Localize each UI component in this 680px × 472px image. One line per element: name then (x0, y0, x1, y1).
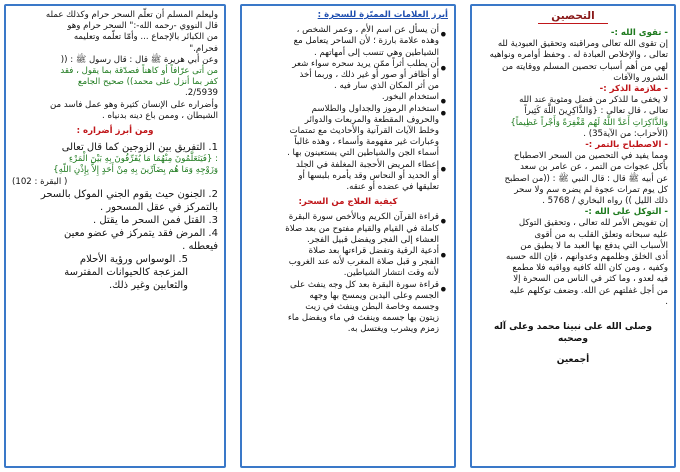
list-item (248, 212, 448, 246)
list-item-line: • استخدام الرموز والجداول والطلاسم (311, 103, 439, 114)
left-p2-line: وعن أبي هريرة ﷺ قال : قال رسول ﷺ : (( (60, 54, 218, 65)
list-item-line: تعليقها في عضده أو عنقه. (346, 182, 439, 193)
closing-line: وصلى الله على نبينا محمد وعلى آله وصحبه (494, 322, 652, 345)
heading-harms: ومن أبرز أضراره : (76, 126, 154, 137)
harm-item: فيعطله . (182, 240, 218, 252)
left-p3-line: وأضراره على الإنسان كثيرة وهو عمل فاسد من (50, 99, 218, 110)
list-item-line: وعبارات غير مفهومة وأسماء ، وهذه غالباً (294, 137, 439, 148)
list-item-line: • قراءة سورة البقرة بعد كل وجه ينفث على (289, 279, 439, 290)
right-p1-line: الشرور والآفات (613, 72, 668, 83)
heading-dates: - الاصطباح بالتمر :- (585, 140, 668, 151)
right-p2-verse: وَالذَّاكِرَاتِ أَعَدَّ اللَّهُ لَهُم مَّغْفِرَةً وَأَجْراً عَظِيماً} (510, 117, 668, 128)
right-p4-line: من أجل غفلتهم عن الله. وضعف توكلهم عليه (509, 285, 668, 296)
list-item (248, 280, 448, 336)
list-item-line: الشياطين وهي تنسب إلى أمهاتهم . (314, 47, 439, 58)
right-p3-line: ومما يفيد في التحصين من السحر الاصطباح (513, 151, 668, 162)
right-p1-line: إن تقوى الله تعالى ومراقبته وتحقيق العبودية لله (497, 39, 668, 50)
heading-taqwa: - تقوى الله :- (610, 28, 668, 38)
right-p4-line: إن تفويض الأمر لله تعالى ، وتحقيق التوكل (518, 218, 668, 229)
closing-line: أجمعين (556, 355, 590, 366)
harm-item: 1. التفريق بين الزوجين كما قال تعالى (61, 142, 218, 154)
heading-dhikr: - ملازمة الذكر :- (599, 84, 668, 95)
list-item-line: لأنه وقت انتشار الشياطين. (343, 268, 439, 279)
left-p2-hadith: كفر بما أنزل على محمد)) صحيح الجامع (77, 77, 218, 88)
harm-item: والثعابين وغير ذلك. (108, 279, 188, 291)
column-left (4, 4, 226, 468)
harm-item: المزعجة كالحيوانات المفترسة (64, 266, 188, 278)
right-p1-line: تعالى ، والإخلاص العبادة له . وحفظ أوامره ونواهيه (489, 50, 668, 61)
list-item (248, 160, 448, 194)
list-item-line: أو الحديد أو النحاس وقد يأمره بلبسها أو (298, 170, 439, 181)
left-p3-line: الشيطان ، وممن باع دينه بدنياه . (102, 110, 218, 121)
list-item-line: وخلط الآيات القرآنية والأحاديث مع تمتمات (289, 126, 439, 137)
left-p1-line: وليعلم المسلم أن تعلّم السحر حرام وكذلك عمله (45, 10, 218, 20)
list-item-line: الفجر و قبل صلاة المغرب لأنه عند الغروب (288, 257, 439, 268)
list-item-line: • أدعية الرقية وتفضل قراءتها بعد صلاة (308, 246, 439, 257)
list-item-line: الجسم وعلى اليدين ويمسح بها وجهه (309, 290, 439, 301)
right-p3-line: كل يوم تمرات عجوة لم يضره سم ولا سحر (514, 184, 668, 195)
list-item (248, 25, 448, 59)
harm-verse: وَزَوْجِهِ وَمَا هُم بِضَآرِّينَ بِهِ مِنْ أَحَدٍ إِلاَّ بِإِذْنِ اللّهِ} (53, 165, 218, 176)
list-item (248, 92, 448, 103)
harm-item: 3. القتل فمن السحر ما يقتل . (92, 214, 218, 226)
right-p4-line: فيه لعدو ، وما كثر في الناس من السحرة إلا (513, 274, 668, 285)
list-item (248, 104, 448, 160)
left-p1-line: فحرام." (189, 43, 218, 54)
harm-item: 5. الوسواس ورؤية الأحلام (79, 253, 188, 265)
right-p4-line: أذى الخلق وظلمهم وعدوانهم ، فإن الله حسبه (506, 252, 668, 263)
right-p3-line: عن أبيه ﷺ قال : قال النبي ﷺ : ((من اصطبح (504, 173, 668, 184)
right-p2-line: لا يخفى ما للذكر من فضل ومثوبة عند الله (519, 95, 668, 106)
list-item-line: والحروف المقطعة والمربعات والدوائر (304, 114, 439, 125)
list-item-line: أو أظافر أو صور أو غير ذلك ، وربما أخذ (299, 70, 439, 81)
right-p1-line: لهي من أهم أسباب تحصين المسلم ووقايته من (501, 61, 668, 72)
heading-treatment: كيفية العلاج من السحر: (298, 197, 398, 208)
list-item-line: كاملة في القيام والقيام مفتوح من بعد صلاة (285, 223, 439, 234)
right-p4-line: . (665, 296, 668, 307)
list-item-line: • أن يسأل عن اسم الأم ، وعمر الشخص ، (296, 25, 439, 36)
left-p1-line: قال النووي -رحمه الله-:" السحر حرام وهو (67, 21, 218, 32)
right-p3-line: ذلك الليل )) رواه البخاري / 5768 . (542, 196, 668, 207)
list-item-line: • إعطاء المريض الأحجبة المغلفة في الجلد (296, 159, 439, 170)
list-item-line: زيتون بها جسمه وينفث في ماء ويفضل ماء (287, 313, 439, 324)
list-item-line: • أن يطلب أثراً ممّن يريد سحره سواء شعر (292, 58, 439, 69)
harm-item: 4. المرض فقد يتمركز في عضو معين (63, 227, 218, 239)
list-item-line: • استخدام البخور. (381, 92, 439, 103)
left-p1-line: من الكبائر بالإجماع ... وأمّا تعلّمه وتعليمه (73, 32, 218, 43)
right-title: التحصين (538, 10, 608, 24)
heading-signs: أبرز العلامات المميّزة للسحرة : (317, 10, 448, 20)
list-item-line: وهذه علامة بارزة ؛ لأن الساحر يتعامل مع (293, 36, 439, 47)
heading-tawakkul: - التوكل على الله :- (584, 207, 668, 218)
harm-verse: : {فَيَتَعَلَّمُونَ مِنْهُمَا مَا يُفَرِّقُونَ بِهِ بَيْنَ الْمَرْءِ (68, 154, 218, 165)
harm-item: 2. الجنون حيث يقوم الجني الموكل بالسحر (40, 188, 218, 200)
left-p2-hadith: من أتى عرّافاً أو كاهناً فصدّقة بما يقول ، فقد (60, 66, 218, 77)
right-p4-line: وكفيه ، ومن كان الله كافيه وواقيه فلا مطمع (512, 263, 668, 274)
left-p2-line: 2/5939. (185, 88, 218, 99)
right-p2-line: تعالى ، قال تعالى : {وَالذَّاكِرِينَ اللَّهَ كَثِيراً (524, 106, 668, 117)
right-p4-line: الأسباب التي يدفع بها العبد ما لا يطيق من (520, 240, 668, 251)
right-p4-line: عليه سبحانه وتعلق القلب به من أقوى (534, 229, 668, 240)
list-item-line: • قراءة القرآن الكريم وبالأخص سورة البقرة (288, 212, 439, 223)
list-item-line: وجسمه وخاصة البطن وينفث في زيت (305, 302, 439, 313)
right-p3-line: بأكل عجوات من التمر ، عن عامر بن سعد (520, 162, 668, 173)
harm-item: بالتمركز في عقل المسحور . (99, 201, 218, 213)
column-right (470, 4, 676, 468)
column-middle (240, 4, 456, 468)
right-p2-line: (الأحزاب: من الآية35) . (583, 128, 668, 139)
list-item-line: من أثر المكان الذي سار فيه . (334, 81, 439, 92)
list-item-line: أسماء الجن والشياطين التي يستعينون بها . (287, 148, 439, 159)
harm-ref: ( البقرة : 102) (12, 176, 68, 187)
list-item (248, 246, 448, 280)
list-item-line: زمزم ويشرب ويغتسل به. (347, 324, 439, 335)
list-item-line: العشاء إلى الفجر ويفضل قبيل الفجر. (307, 234, 439, 245)
list-item (248, 59, 448, 93)
